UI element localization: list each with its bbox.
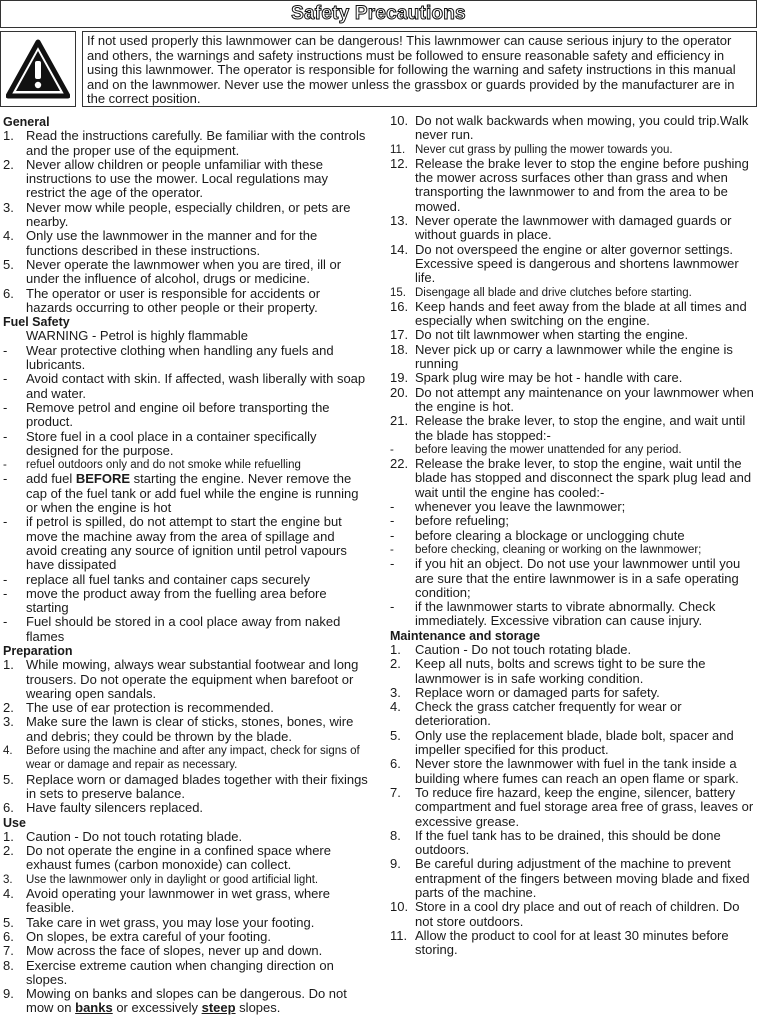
list-item-text: Caution - Do not touch rotating blade. (26, 828, 243, 844)
list-item (3, 959, 369, 988)
list-item (3, 372, 369, 401)
list-item (3, 401, 369, 430)
list-item-number: - (390, 527, 395, 543)
general-list (3, 129, 369, 315)
list-item (390, 443, 756, 457)
list-item-text: The use of ear protection is recommended. (26, 700, 274, 716)
text-part: Mowing on banks and slopes can be dangerous. Do not mow on (26, 986, 347, 1016)
list-item-text: if the lawnmower starts to vibrate abnormally. Check immediately. Excessive vibration can cause injury. (415, 599, 716, 629)
list-item (390, 343, 756, 372)
list-item-number: 10. (390, 899, 409, 915)
list-item (3, 930, 369, 944)
section-heading-fuel-safety: Fuel Safety (3, 315, 70, 330)
list-item-text: refuel outdoors only and do not smoke while refuelling (26, 459, 301, 472)
list-item-number: 1. (3, 657, 14, 673)
list-item-number: - (3, 614, 8, 630)
list-item-text (26, 472, 369, 515)
list-item-text: Release the brake lever, to stop the engine, wait until the blade has stopped and disconnect the spark plug lead and wait until the engine has cooled:- (415, 456, 752, 500)
list-item-number: 7. (390, 784, 401, 800)
list-item-text: before clearing a blockage or unclogging chute (415, 527, 685, 543)
list-item-number: - (3, 371, 8, 387)
section-heading-preparation: Preparation (3, 643, 73, 658)
warning-triangle-icon (6, 39, 70, 99)
list-item-text: Only use the replacement blade, blade bolt, spacer and impeller specified for this product. (415, 727, 734, 758)
list-item-number: 3. (3, 199, 14, 215)
list-item (390, 371, 756, 385)
list-item-text: Never operate the lawnmower when you are tired, ill or under the influence of alcohol, drugs or medicine. (26, 256, 342, 287)
list-item (390, 286, 756, 300)
list-item (3, 715, 369, 744)
list-item-text: Avoid operating your lawnmower in wet grass, where feasible. (26, 886, 330, 916)
list-item (390, 643, 756, 657)
list-item-text: Wear protective clothing when handling any fuels and lubricants. (26, 342, 334, 373)
section-heading-maintenance: Maintenance and storage (390, 628, 541, 643)
list-item (390, 700, 756, 729)
list-item-text: Be careful during adjustment of the machine to prevent entrapment of the fingers between moving blade and fixed parts of the machine. (415, 856, 750, 901)
list-item (3, 873, 369, 887)
fuel-list (3, 344, 369, 644)
list-item (390, 729, 756, 758)
list-item-number: 4. (3, 745, 13, 758)
section-heading-general: General (3, 115, 50, 129)
list-item (390, 786, 756, 829)
list-item-text: Store in a cool dry place and out of reach of children. Do not store outdoors. (415, 899, 740, 929)
list-item-number: - (390, 443, 394, 456)
list-item-text: Do not tilt lawnmower when starting the engine. (415, 327, 689, 343)
list-item (390, 557, 756, 600)
warning-icon-box (0, 31, 76, 107)
list-item (390, 757, 756, 786)
list-item-number: 18. (390, 341, 409, 357)
list-item-number: 11. (390, 927, 408, 943)
list-item-number: 9. (390, 856, 401, 872)
emphasis-text: steep (201, 1000, 236, 1016)
list-item (3, 344, 369, 373)
list-item-number: 11. (390, 143, 406, 156)
list-item-number: 6. (3, 800, 14, 816)
list-item (3, 887, 369, 916)
list-item (390, 300, 756, 329)
text-part: slopes. (235, 1000, 281, 1016)
list-item (390, 829, 756, 858)
list-item-text: if petrol is spilled, do not attempt to start the engine but move the machine away from the area of spillage and avoid creating any source of ignition until petrol vapours have dissipated (26, 514, 347, 573)
list-item (390, 929, 756, 958)
list-item-number: 6. (390, 756, 401, 772)
list-item-number: - (3, 399, 8, 415)
list-item-number: 5. (3, 256, 14, 272)
list-item (3, 515, 369, 572)
list-item-text: Check the grass catcher frequently for wear or deterioration. (415, 699, 682, 729)
list-item-number: 6. (3, 928, 14, 944)
list-item (3, 701, 369, 715)
list-item-number: 20. (390, 384, 409, 400)
list-item-text: Only use the lawnmower in the manner and for the functions described in these instructions. (26, 228, 318, 258)
title-box (0, 0, 757, 28)
fuel-warning: WARNING - Petrol is highly flammable (26, 328, 249, 344)
list-item-number: 5. (390, 727, 401, 743)
list-item-text: Fuel should be stored in a cool place away from naked flames (26, 614, 341, 644)
list-item-text: On slopes, be extra careful of your footing. (26, 928, 271, 944)
list-item-number: 1. (3, 128, 14, 144)
list-item (390, 857, 756, 900)
list-item-text: whenever you leave the lawnmower; (415, 499, 626, 515)
list-item-text: Mow across the face of slopes, never up and down. (26, 943, 323, 959)
right-column (390, 114, 756, 958)
list-item (3, 830, 369, 844)
list-item-text: Have faulty silencers replaced. (26, 800, 204, 816)
list-item-number: - (3, 514, 8, 530)
list-item-text: Replace worn or damaged parts for safety. (415, 684, 660, 700)
list-item (3, 944, 369, 958)
left-column (3, 115, 369, 1016)
list-item (390, 657, 756, 686)
list-item-number: 7. (3, 943, 14, 959)
text-part: starting the engine. Never remove the cap of the fuel tank or add fuel while the engine is running or when the engine is hot (26, 471, 359, 516)
list-item-text: Do not operate the engine in a confined space where exhaust fumes (carbon monoxide) can collect. (26, 843, 331, 873)
list-item-text: Replace worn or damaged blades together with their fixings in sets to preserve balance. (26, 771, 368, 801)
list-item-text: Release the brake lever to stop the engine before pushing the mower across surfaces other than grass and when transporting the lawnmower to and from the area to be mowed. (415, 155, 749, 214)
list-item (3, 587, 369, 616)
list-item-text: Do not walk backwards when mowing, you could trip.Walk never run. (415, 113, 749, 143)
list-item (390, 328, 756, 342)
list-item-text: Never allow children or people unfamiliar with these instructions to use the mower. Local regulations may restrict the age of the operator. (26, 156, 329, 201)
list-item-text: Remove petrol and engine oil before transporting the product. (26, 399, 330, 430)
list-item-text: Disengage all blade and drive clutches before starting. (415, 286, 692, 299)
list-item (3, 615, 369, 644)
list-item (390, 243, 756, 286)
list-item-number: 8. (3, 957, 14, 973)
list-item-text: Keep all nuts, bolts and screws tight to be sure the lawnmower is in safe working condition. (415, 656, 706, 686)
list-item-text: Never operate the lawnmower with damaged guards or without guards in place. (415, 213, 732, 243)
text-part: add fuel (26, 471, 76, 487)
list-item (390, 900, 756, 929)
list-item-number: 2. (3, 843, 14, 859)
list-item-text: Make sure the lawn is clear of sticks, stones, bones, wire and debris; they could be thrown by the blade. (26, 714, 354, 744)
list-item-text: replace all fuel tanks and container caps securely (26, 571, 310, 587)
list-item-number: 3. (3, 873, 13, 886)
list-item-number: 15. (390, 286, 406, 299)
list-item (390, 114, 756, 143)
list-item-text: Take care in wet grass, you may lose your footing. (26, 914, 315, 930)
list-item-number: 14. (390, 241, 409, 257)
list-item-number: - (390, 543, 394, 556)
list-item (3, 658, 369, 701)
list-item-number: 6. (3, 285, 14, 301)
list-item-text: if you hit an object. Do not use your lawnmower until you are sure that the entire lawnmower is in a safe operating condition; (415, 556, 741, 600)
warning-text: If not used properly this lawnmower can be dangerous! This lawnmower can cause serious injury to the operator and others, the warnings and safety instructions must be followed to ensure reasonable safety and efficiency in using this lawnmower. The operator is responsible for following the warning and safety instructions in this manual and on the lawnmower. Never use the mower unless the grassbox or guards provided by the manufacturer are in the correct position. (82, 31, 757, 107)
list-item-number: - (3, 342, 8, 358)
list-item-number: 3. (390, 684, 401, 700)
list-item-number: 21. (390, 413, 409, 429)
list-item-number: 8. (390, 827, 401, 843)
list-item-text: before leaving the mower unattended for any period. (415, 443, 682, 456)
list-item-text: Spark plug wire may be hot - handle with care. (415, 370, 683, 386)
list-item-text: Do not attempt any maintenance on your lawnmower when the engine is hot. (415, 384, 754, 414)
list-item (3, 987, 369, 1016)
list-item-number: 5. (3, 771, 14, 787)
list-item-text: Keep hands and feet away from the blade at all times and especially when switching on the engine. (415, 298, 747, 329)
list-item (3, 573, 369, 587)
list-item (3, 844, 369, 873)
list-item (390, 143, 756, 157)
list-item-number: 2. (3, 700, 14, 716)
preparation-list (3, 658, 369, 815)
list-item-text: Never pick up or carry a lawnmower while the engine is running (415, 341, 733, 372)
list-item (390, 214, 756, 243)
list-item-text (26, 987, 369, 1016)
list-item-number: - (3, 471, 8, 487)
list-item-text: Never mow while people, especially children, or pets are nearby. (26, 199, 351, 230)
list-item (390, 414, 756, 443)
list-item (3, 158, 369, 201)
list-item (390, 500, 756, 514)
list-item (3, 430, 369, 459)
list-item-number: 2. (3, 156, 14, 172)
list-item (390, 529, 756, 543)
section-heading-use: Use (3, 815, 26, 830)
list-item-text: before checking, cleaning or working on the lawnmower; (415, 543, 702, 556)
list-item-number: 17. (390, 327, 409, 343)
list-item (390, 386, 756, 415)
list-item (3, 287, 369, 316)
list-item-text: Exercise extreme caution when changing direction on slopes. (26, 957, 334, 987)
emphasis-text: banks (75, 1000, 113, 1016)
emphasis-text: BEFORE (75, 471, 131, 487)
use-continued-list (390, 114, 756, 629)
list-item (3, 258, 369, 287)
list-item (3, 458, 369, 472)
list-item-number: - (390, 599, 395, 615)
list-item-number: 12. (390, 155, 409, 171)
list-item-text: Release the brake lever, to stop the engine, and wait until the blade has stopped:- (415, 413, 746, 443)
list-item-number: 22. (390, 456, 409, 472)
list-item-number: 5. (3, 914, 14, 930)
list-item (3, 773, 369, 802)
list-item-text: Allow the product to cool for at least 30 minutes before storing. (415, 927, 729, 958)
list-item (3, 472, 369, 515)
list-item-number: - (3, 459, 7, 472)
list-item-number: - (390, 513, 395, 529)
list-item (390, 543, 756, 557)
list-item (3, 801, 369, 815)
list-item-number: 10. (390, 113, 409, 128)
list-item-text: Avoid contact with skin. If affected, wash liberally with soap and water. (26, 371, 366, 401)
list-item-number: 3. (3, 714, 14, 730)
list-item (3, 744, 369, 773)
list-item-text: Use the lawnmower only in daylight or good artificial light. (26, 873, 319, 886)
list-item (390, 514, 756, 528)
list-item-number: - (3, 428, 8, 444)
use-list (3, 830, 369, 1016)
list-item-number: 4. (390, 699, 401, 715)
list-item-number: - (3, 571, 8, 587)
list-item-text: move the product away from the fuelling area before starting (26, 585, 327, 616)
list-item-text: The operator or user is responsible for accidents or hazards occurring to other people or their property. (26, 285, 321, 315)
list-item (3, 229, 369, 258)
list-item-number: 1. (3, 828, 14, 844)
list-item-text: Read the instructions carefully. Be familiar with the controls and the proper use of the equipment. (26, 128, 366, 158)
list-item-text: Before using the machine and after any impact, check for signs of wear or damage and repair as necessary. (26, 745, 360, 772)
list-item (3, 129, 369, 158)
list-item (3, 201, 369, 230)
list-item-text: Never cut grass by pulling the mower towards you. (415, 143, 673, 156)
list-item-text: While mowing, always wear substantial footwear and long trousers. Do not operate the equipment when barefoot or wearing open sandals. (26, 657, 359, 701)
list-item-number: - (390, 556, 395, 572)
list-item-number: 4. (3, 228, 14, 244)
list-item-number: - (390, 499, 395, 515)
list-item-text: If the fuel tank has to be drained, this should be done outdoors. (415, 827, 721, 858)
list-item-text: To reduce fire hazard, keep the engine, silencer, battery compartment and fuel storage area free of grass, leaves or excessive grease. (415, 784, 754, 829)
list-item-number: 2. (390, 656, 401, 672)
list-item-number: 9. (3, 986, 14, 1002)
list-item-text: Store fuel in a cool place in a container specifically designed for the purpose. (26, 428, 317, 458)
text-part: or excessively (112, 1000, 202, 1016)
page-title: Safety Precautions (291, 3, 466, 24)
list-item-number: 16. (390, 298, 409, 314)
list-item (3, 916, 369, 930)
list-item (390, 600, 756, 629)
list-item-number: - (3, 585, 8, 601)
list-item (390, 157, 756, 214)
list-item-text: Do not overspeed the engine or alter governor settings. Excessive speed is dangerous and shortens lawnmower life. (415, 241, 739, 286)
list-item-number: 13. (390, 213, 409, 229)
list-item-text: before refueling; (415, 513, 509, 529)
list-item-text: Never store the lawnmower with fuel in the tank inside a building where fumes can reach an open flame or spark. (415, 756, 739, 786)
list-item-number: 4. (3, 886, 14, 902)
list-item-number: 1. (390, 641, 401, 657)
maintenance-list (390, 643, 756, 958)
list-item (390, 686, 756, 700)
list-item (390, 457, 756, 500)
list-item-text: Caution - Do not touch rotating blade. (415, 641, 632, 657)
list-item-number: 19. (390, 370, 409, 386)
